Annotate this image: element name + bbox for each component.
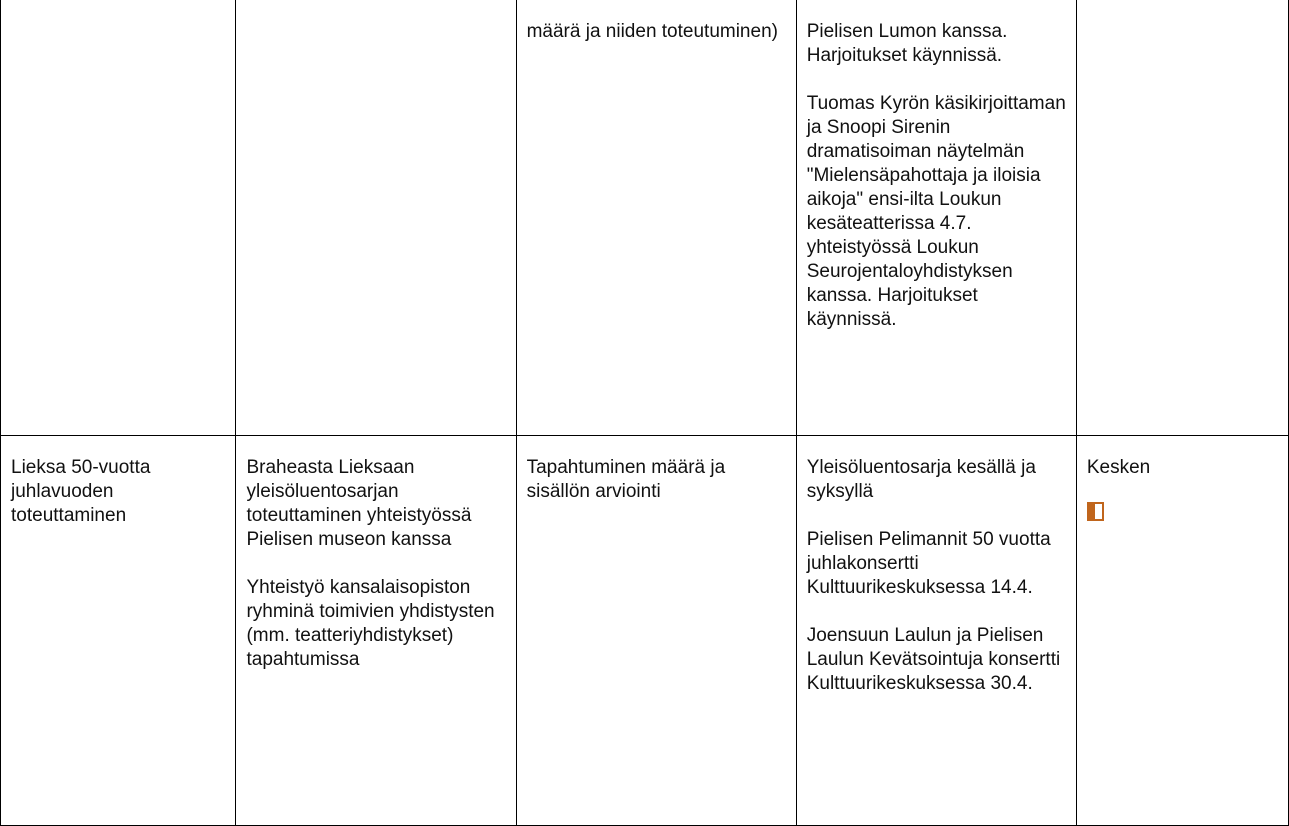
indicator-cell (516, 436, 796, 826)
results-cell (796, 436, 1076, 826)
result-text: Pielisen Pelimannit 50 vuotta juhlakonsertti Kulttuurikeskuksessa 14.4. (806, 529, 1051, 598)
actions-cell (236, 436, 516, 826)
result-text: Pielisen Lumon kanssa. Harjoitukset käynnissä. (806, 21, 1008, 66)
result-text: Joensuun Laulun ja Pielisen Laulun Kevätsointuja konsertti Kulttuurikeskuksessa 30.4. (806, 625, 1061, 694)
indicator-text: Tapahtuminen määrä ja sisällön arviointi (526, 457, 726, 502)
goal-cell (1, 436, 236, 826)
status-cell (1076, 0, 1288, 436)
actions-cell (236, 0, 516, 436)
result-text: Tuomas Kyrön käsikirjoittaman ja Snoopi Sirenin dramatisoiman näytelmän "Mielensäpahottaja ja iloisia aikoja" ensi-ilta Loukun kesäteatterissa 4.7. yhteistyössä Loukun Seurojentaloyhdistyksen kanssa. Harjoitukset käynnissä. (806, 93, 1066, 330)
result-text: Yleisöluentosarja kesällä ja syksyllä (806, 457, 1036, 502)
table-row (1, 0, 1289, 436)
indicator-text: määrä ja niiden toteutuminen) (526, 21, 778, 42)
status-label: Kesken (1086, 457, 1151, 478)
goal-text: Lieksa 50-vuotta juhlavuoden toteuttaminen (11, 457, 151, 526)
goal-cell (1, 0, 236, 436)
results-cell (796, 0, 1076, 436)
status-cell (1076, 436, 1288, 826)
action-text: Yhteistyö kansalaisopiston ryhminä toimivien yhdistysten (mm. teatteriyhdistykset) tapahtumissa (246, 577, 495, 670)
table-row (1, 436, 1289, 826)
indicator-cell (516, 0, 796, 436)
action-text: Braheasta Lieksaan yleisöluentosarjan toteuttaminen yhteistyössä Pielisen museon kanssa (246, 457, 472, 550)
half-filled-square-icon (1087, 502, 1104, 521)
